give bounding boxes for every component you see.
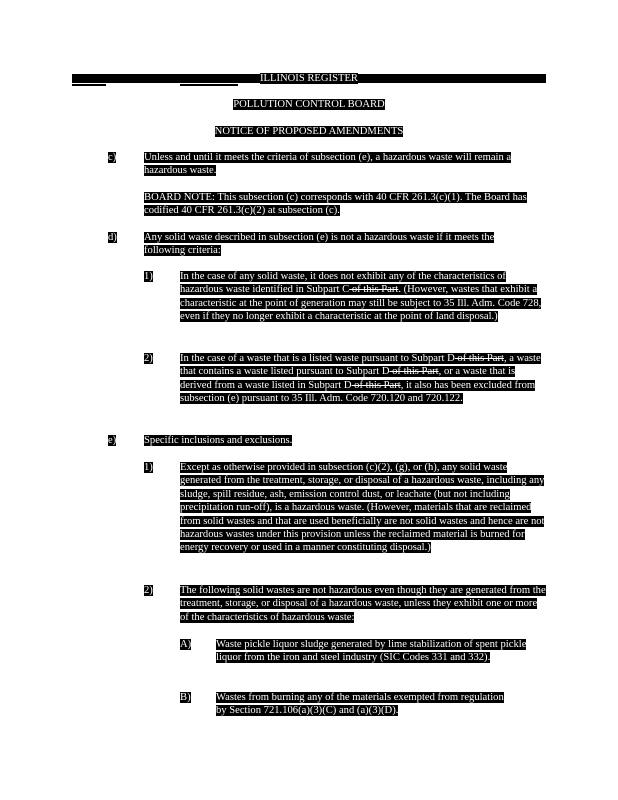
- item-e-marker: e): [108, 435, 117, 446]
- item-c-marker: c): [108, 152, 117, 163]
- strikethrough-text: of this Part: [389, 366, 439, 378]
- item-e2-marker: 2): [144, 585, 153, 596]
- item-e2A-marker: A): [180, 639, 192, 650]
- item-d2-marker: 2): [144, 353, 153, 364]
- item-d-text: Any solid waste described in subsection (e) is not a hazardous waste if it meets the following criteria:: [144, 232, 495, 257]
- strikethrough-text: of this Part: [454, 353, 504, 364]
- item-d1-marker: 1): [144, 271, 153, 282]
- strikethrough-text: of this Part: [351, 379, 401, 391]
- item-c-text: Unless and until it meets the criteria of subsection (e), a hazardous waste will remain a hazardous waste.: [144, 152, 512, 177]
- item-e2A-text: Waste pickle liquor sludge generated by lime stabilization of spent pickle liquor from the iron and steel industry (SIC Codes 331 and 332).: [216, 639, 527, 664]
- item-e1-marker: 1): [144, 462, 153, 473]
- item-e2-text: The following solid wastes are not hazardous even though they are generated from the treatment, storage, or disposal of a hazardous waste, unless they exhibit one or more of the characteristics of hazardous waste:: [180, 585, 546, 623]
- item-e-text: Specific inclusions and exclusions.: [144, 435, 293, 446]
- register-title: ILLINOIS REGISTER: [260, 73, 358, 84]
- strikethrough-text: of this Part: [349, 284, 399, 296]
- board-title: POLLUTION CONTROL BOARD: [233, 99, 385, 110]
- item-d2-text: In the case of a waste that is a listed waste pursuant to Subpart D of this Part, a waste that contains a waste listed pursuant to Subpart D of this Part, or a waste that is derived from a waste listed in Subpart D of this Part, it also has been excluded from subsection (e) pursuant to 35 Ill. Adm. Code 720.120 and 720.122.: [180, 353, 541, 405]
- item-c-board-note: BOARD NOTE: This subsection (c) corresponds with 40 CFR 261.3(c)(1). The Board has codified 40 CFR 261.3(c)(2) at subsection (c).: [144, 192, 527, 217]
- item-e2B-text: Wastes from burning any of the materials exempted from regulation by Section 721.106(a)(3)(C) and (a)(3)(D).: [216, 692, 504, 717]
- item-d-marker: d): [108, 232, 117, 243]
- item-d1-text: In the case of any solid waste, it does not exhibit any of the characteristics of hazardous waste identified in Subpart C of this Part. (However, wastes that exhibit a characteristic at the point of generation may still be subject to 35 Ill. Adm. Code 728, even if they no longer exhibit a characteristic at the point of land disposal.): [180, 271, 542, 323]
- item-e2B-marker: B): [180, 692, 191, 703]
- notice-title: NOTICE OF PROPOSED AMENDMENTS: [214, 126, 404, 137]
- item-e1-text: Except as otherwise provided in subsection (c)(2), (g), or (h), any solid waste generated from the treatment, storage, or disposal of a hazardous waste, including any sludge, spill residue, ash, emission control dust, or leachate (but not including precipitation run-off), is a hazardous waste. (However, materials that are reclaimed from solid wastes and that are used beneficially are not solid wastes and hence are not hazardous wastes under this provision unless the reclaimed material is burned for energy recovery or used in a manner constituting disposal.): [180, 462, 545, 554]
